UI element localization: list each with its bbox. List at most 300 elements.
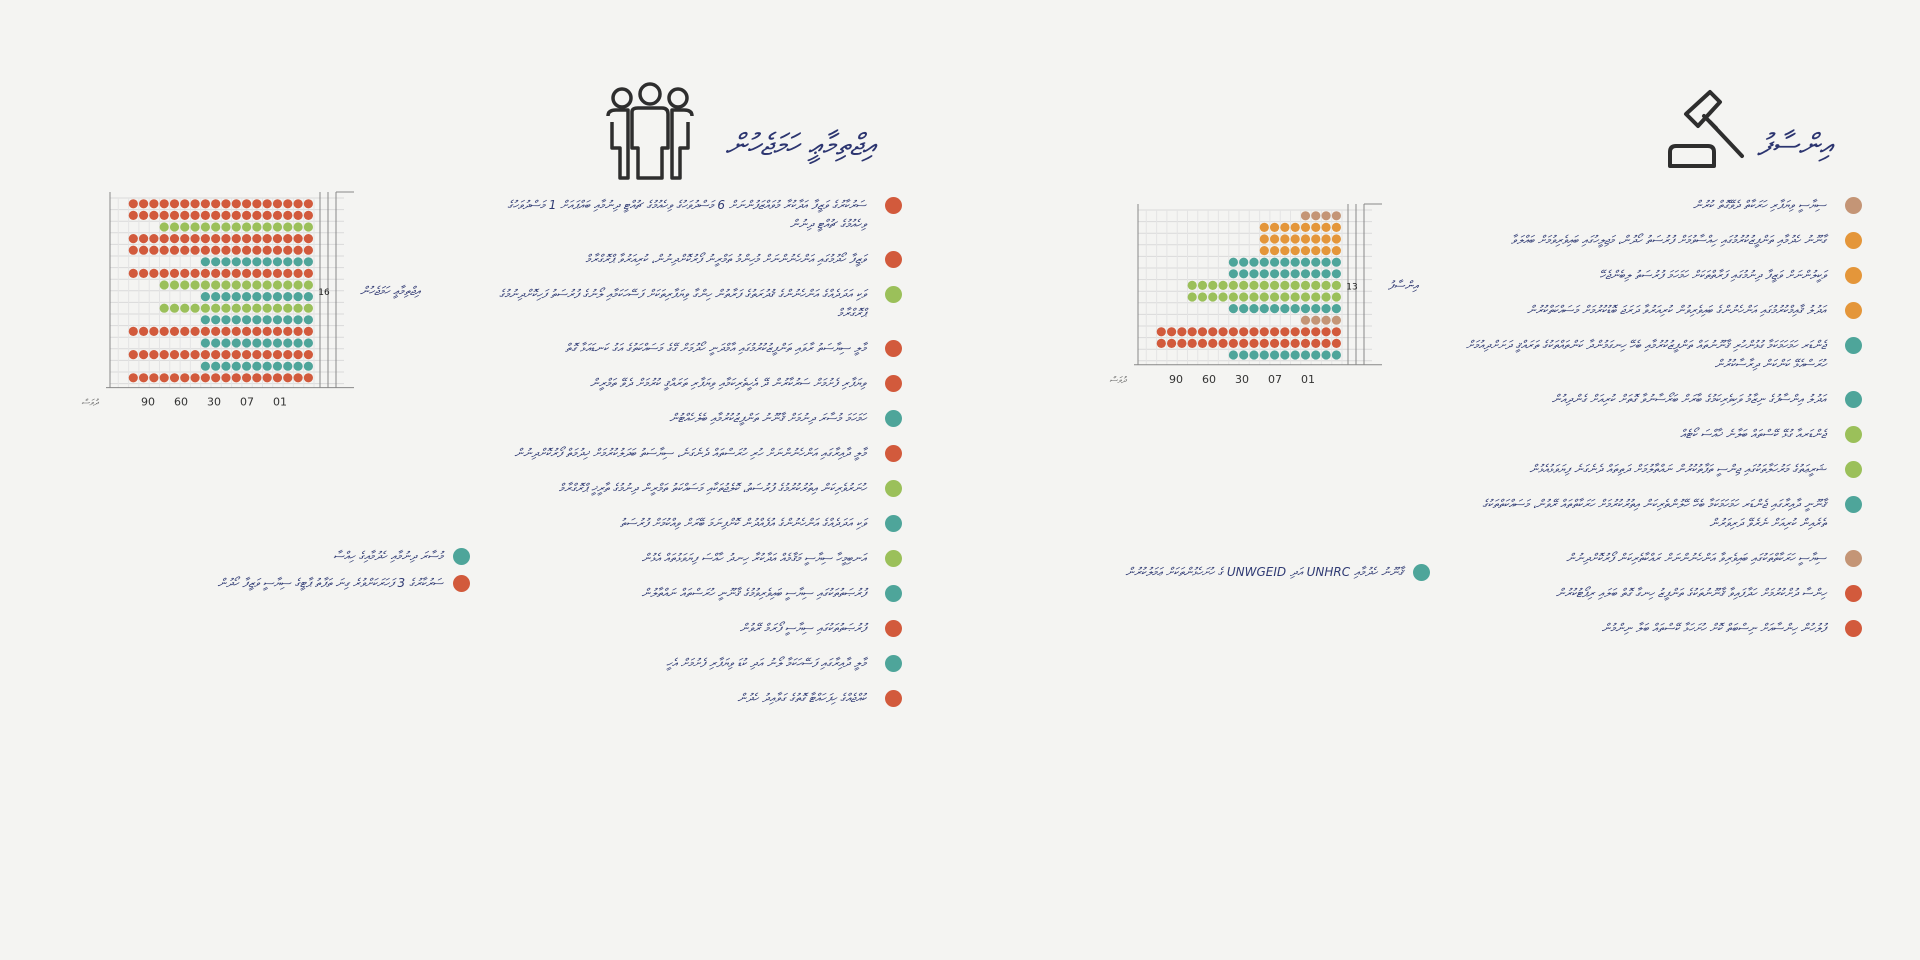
chart-dot (1280, 304, 1289, 313)
chart-dot (1270, 304, 1279, 313)
chart-dot (304, 269, 313, 278)
chart-dot (242, 327, 251, 336)
chart-dot (273, 222, 282, 231)
legend-dot-icon (453, 548, 470, 565)
chart-dot (283, 304, 292, 313)
chart-dot (1239, 304, 1248, 313)
chart-dot (263, 315, 272, 324)
chart-dot (294, 338, 303, 347)
chart-dot (1270, 281, 1279, 290)
chart-dot (242, 234, 251, 243)
list-item (1452, 301, 1862, 320)
chart-dot (1280, 339, 1289, 348)
chart-dot (221, 304, 230, 313)
chart-dot (1219, 292, 1228, 301)
chart-dot (180, 373, 189, 382)
chart-dot (294, 269, 303, 278)
chart-dot (1239, 327, 1248, 336)
gavel-icon (1664, 86, 1754, 170)
chart-dot (1301, 339, 1310, 348)
x-axis-label: ދުވަސް (1109, 375, 1126, 386)
chart-dot (1322, 234, 1331, 243)
chart-dot (211, 327, 220, 336)
chart-dot (1239, 269, 1248, 278)
chart-dot (180, 199, 189, 208)
chart-dot (1239, 258, 1248, 267)
chart-dot (273, 304, 282, 313)
chart-dot (211, 246, 220, 255)
chart-dot (304, 257, 313, 266)
list-item-text: ޝަރީޢަތުގެ މަރުހަލާތަކުގައި ޖިންސީ ތަފާތުކުރުން ނައްތާލުމަށް ދަތިތައް ދެނެގަނެ ފިޔަވަޅުއެޅުން (1529, 462, 1826, 476)
chart-side-label: އިޖްތިމާޢީ ހަމަޖެހުން (360, 283, 420, 298)
chart-dot (160, 327, 169, 336)
chart-dot (1280, 292, 1289, 301)
chart-dot (211, 338, 220, 347)
chart-dot (1311, 269, 1320, 278)
chart-dot (1322, 292, 1331, 301)
list-item (482, 409, 902, 428)
list-item (482, 339, 902, 358)
chart-dot (1260, 292, 1269, 301)
bullet-dot-icon (1845, 496, 1862, 513)
chart-dot (1332, 211, 1341, 220)
chart-dot (263, 292, 272, 301)
chart-dot (263, 338, 272, 347)
x-tick-label: 90 (1169, 372, 1183, 386)
list-item-text: ފުރުޞަތުތަކުގައި ސިޔާސީ ބައިވެރިވުމުގެ ޤާނޫނީ ހުރަސްތައް ނައްތާލުން (641, 586, 866, 600)
legend-dot-icon (1413, 564, 1430, 581)
chart-dot (129, 269, 138, 278)
chart-dot (170, 269, 179, 278)
chart-dot (1280, 281, 1289, 290)
chart-dot (1280, 234, 1289, 243)
list-item-text: ކުއްޖެއްގެ ހިފަހައްޓާ ގޮތުގެ ގަވާއިދު ހެދުން (737, 691, 866, 705)
chart-dot (129, 211, 138, 220)
chart-dot (1280, 269, 1289, 278)
bullet-dot-icon (885, 655, 902, 672)
chart-dot (180, 280, 189, 289)
chart-dot (1280, 223, 1289, 232)
chart-dot (252, 304, 261, 313)
chart-dot (283, 269, 292, 278)
legend-text: ސަރުކާރުގެ 3 ފަހަރަކަށްވުރެ ގިނަ ތަފާތު ޕާޓީގެ ސިޔާސީ ވަޒީފާ ހޯދުން (217, 576, 443, 590)
list-item (1452, 336, 1862, 374)
chart-dot (180, 350, 189, 359)
chart-dot (1311, 292, 1320, 301)
chart-dot (129, 350, 138, 359)
chart-total-label: 16 (318, 287, 330, 298)
chart-dot (304, 362, 313, 371)
bullet-dot-icon (885, 340, 902, 357)
social-title: އިޖްތިމާޢީ ހަމަޖެހުން (725, 128, 875, 163)
chart-dot (221, 222, 230, 231)
list-item (1452, 196, 1862, 215)
chart-dot (294, 199, 303, 208)
chart-dot (1229, 339, 1238, 348)
x-axis-label: ދުވަސް (81, 398, 98, 409)
chart-dot (294, 246, 303, 255)
x-tick-label: 01 (1301, 372, 1315, 386)
chart-dot (232, 338, 241, 347)
chart-dot (221, 327, 230, 336)
x-tick-label: 60 (1202, 372, 1216, 386)
bullet-dot-icon (1845, 267, 1862, 284)
chart-dot (160, 211, 169, 220)
chart-dot (170, 234, 179, 243)
chart-dot (273, 362, 282, 371)
chart-dot (273, 327, 282, 336)
x-tick-label: 07 (1268, 372, 1282, 386)
justice-dot-chart (1100, 204, 1420, 384)
chart-dot (232, 280, 241, 289)
chart-dot (1270, 258, 1279, 267)
chart-dot (170, 280, 179, 289)
chart-dot (191, 246, 200, 255)
chart-dot (263, 199, 272, 208)
list-item (1452, 425, 1862, 444)
chart-dot (221, 315, 230, 324)
chart-dot (232, 304, 241, 313)
chart-dot (1322, 327, 1331, 336)
chart-dot (201, 257, 210, 266)
bullet-dot-icon (885, 286, 902, 303)
justice-legend (980, 564, 1430, 591)
chart-dot (1291, 258, 1300, 267)
chart-dot (1332, 304, 1341, 313)
chart-dot (1322, 269, 1331, 278)
chart-dot (149, 246, 158, 255)
chart-dot (294, 362, 303, 371)
chart-dot (221, 269, 230, 278)
list-item (482, 584, 902, 603)
chart-dot (252, 257, 261, 266)
chart-dot (294, 234, 303, 243)
chart-dot (304, 373, 313, 382)
chart-dot (180, 269, 189, 278)
list-item (1452, 619, 1862, 638)
chart-dot (221, 280, 230, 289)
chart-dot (242, 211, 251, 220)
chart-dot (129, 327, 138, 336)
chart-dot (283, 246, 292, 255)
chart-dot (221, 362, 230, 371)
bullet-dot-icon (1845, 550, 1862, 567)
chart-dot (221, 338, 230, 347)
chart-dot (263, 280, 272, 289)
chart-dot (1301, 350, 1310, 359)
list-item-text: މާލީ ދާއިރާގައި އަންހެނުންނަށް ހުރި ހުރަސްތައް ދެނެގަނެ، ސިޔާސަތު ބަދަލުކުރުމަށް ޚިދުމަތް ފޯރުކޮށްދިނުން (514, 446, 866, 460)
chart-dot (232, 234, 241, 243)
chart-dot (283, 327, 292, 336)
chart-dot (211, 222, 220, 231)
chart-dot (201, 327, 210, 336)
chart-dot (180, 246, 189, 255)
chart-dot (201, 222, 210, 231)
chart-dot (191, 304, 200, 313)
chart-dot (149, 199, 158, 208)
chart-dot (263, 327, 272, 336)
chart-dot (1301, 327, 1310, 336)
chart-dot (1260, 350, 1269, 359)
chart-dot (170, 222, 179, 231)
chart-dot (232, 373, 241, 382)
list-item-text: ވިޔަފާރި ފެށުމަށް ސަރުކާރުން ދޭ އެހީތެރިކަމާއި ވިޔަފާރި ތަރައްޤީ ކުރުމަށް ދެވޭ ތަމްރީން (590, 376, 866, 390)
chart-dot (1301, 292, 1310, 301)
chart-dot (304, 327, 313, 336)
chart-dot (263, 257, 272, 266)
chart-dot (294, 315, 303, 324)
chart-dot (149, 350, 158, 359)
chart-dot (1301, 234, 1310, 243)
chart-dot (1270, 269, 1279, 278)
chart-dot (221, 292, 230, 301)
chart-dot (252, 373, 261, 382)
chart-dot (191, 234, 200, 243)
chart-dot (273, 373, 282, 382)
chart-dot (232, 211, 241, 220)
chart-dot (273, 350, 282, 359)
chart-dot (242, 362, 251, 371)
chart-dot (263, 234, 272, 243)
chart-dot (263, 246, 272, 255)
chart-dot (1260, 246, 1269, 255)
list-item-text: މާލީ ދާއިރާގައި ފަސޭހަކަމާ ލޯނު އަދި ކުޑަ ވިޔަފާރި ފެށުމަށް އެހީ (666, 656, 866, 670)
chart-dot (1270, 327, 1279, 336)
chart-dot (252, 338, 261, 347)
chart-dot (1311, 234, 1320, 243)
list-item-text: ސިޔާސީ ހަރަކާތްތަކުގައި ބައިވެރިވާ އަންހެނުންނަށް ރައްކާތެރިކަން ފޯރުކޮށްދިނުން (1566, 551, 1826, 565)
chart-dot (170, 373, 179, 382)
bullet-dot-icon (1845, 461, 1862, 478)
list-item (482, 549, 902, 568)
chart-dot (252, 269, 261, 278)
bullet-dot-icon (1845, 585, 1862, 602)
chart-dot (283, 199, 292, 208)
chart-dot (221, 257, 230, 266)
chart-dot (1260, 223, 1269, 232)
list-item-text: ގާނޫނު ހެދުމާއި ތަންފީޒުކުރުމުގައި ހިއްސާވުމަށް ފުރުސަތު ހޯދުން، މަޖިލީހުގައި ބައިވެރިވުމަށް ބައްލަވާ (1510, 233, 1826, 247)
chart-dot (211, 373, 220, 382)
chart-dot (304, 211, 313, 220)
chart-dot (294, 257, 303, 266)
chart-dot (242, 199, 251, 208)
chart-dot (221, 199, 230, 208)
chart-dot (201, 350, 210, 359)
chart-dot (242, 338, 251, 347)
justice-title: އިންސާފު (1757, 128, 1832, 163)
chart-dot (180, 304, 189, 313)
chart-dot (1270, 292, 1279, 301)
list-item-text: ހުނަރުވެރިކަން އިތުރުކުރުމުގެ ފުރުސަތު، ކޮލެޖުތަކާއި މަސައްކަތު ތަމްރީން ދިނުމުގެ ތާރީޚީ ޕްރޮގްރާމް (558, 481, 866, 495)
bullet-dot-icon (1845, 232, 1862, 249)
chart-dot (294, 373, 303, 382)
chart-dot (304, 315, 313, 324)
chart-dot (242, 257, 251, 266)
chart-dot (1260, 234, 1269, 243)
chart-dot (191, 327, 200, 336)
bullet-dot-icon (885, 410, 902, 427)
chart-dot (139, 246, 148, 255)
chart-dot (294, 211, 303, 220)
chart-dot (1301, 258, 1310, 267)
chart-dot (263, 269, 272, 278)
list-item (482, 444, 902, 463)
chart-dot (252, 292, 261, 301)
x-tick-label: 01 (273, 395, 287, 409)
chart-dot (304, 350, 313, 359)
bullet-dot-icon (1845, 426, 1862, 443)
chart-dot (283, 362, 292, 371)
chart-dot (211, 280, 220, 289)
chart-dot (1322, 246, 1331, 255)
chart-dot (242, 350, 251, 359)
chart-dot (1260, 258, 1269, 267)
legend-item (980, 564, 1430, 581)
chart-dot (1291, 292, 1300, 301)
chart-dot (1260, 339, 1269, 348)
social-dot-chart (70, 190, 420, 409)
list-item (482, 654, 902, 673)
chart-total-label: 13 (1346, 282, 1358, 293)
chart-dot (211, 292, 220, 301)
chart-dot (1332, 281, 1341, 290)
bullet-dot-icon (1845, 302, 1862, 319)
chart-dot (1270, 350, 1279, 359)
list-item (482, 479, 902, 498)
chart-dot (304, 280, 313, 289)
bullet-dot-icon (885, 690, 902, 707)
chart-dot (1332, 316, 1341, 325)
chart-dot (1311, 350, 1320, 359)
chart-dot (1260, 281, 1269, 290)
chart-dot (1270, 246, 1279, 255)
bullet-dot-icon (885, 585, 902, 602)
chart-dot (283, 257, 292, 266)
chart-dot (232, 350, 241, 359)
chart-dot (1208, 281, 1217, 290)
list-item-text: ޖެންޑަރއާ ގުޅޭ ކޭސްތައް ބަލާނެ ޚާއްސަ ކޯޓެއް (1680, 427, 1826, 441)
chart-dot (1291, 339, 1300, 348)
chart-dot (139, 199, 148, 208)
chart-dot (1188, 339, 1197, 348)
chart-dot (1249, 292, 1258, 301)
social-item-list (482, 196, 902, 724)
chart-dot (1157, 339, 1166, 348)
legend-item (40, 548, 470, 565)
chart-dot (252, 362, 261, 371)
chart-dot (1301, 223, 1310, 232)
chart-dot (1260, 269, 1269, 278)
chart-dot (1332, 258, 1341, 267)
chart-dot (191, 350, 200, 359)
chart-dot (1301, 269, 1310, 278)
chart-dot (1219, 339, 1228, 348)
chart-dot (180, 211, 189, 220)
chart-dot (1270, 234, 1279, 243)
chart-dot (252, 222, 261, 231)
chart-dot (294, 350, 303, 359)
chart-dot (232, 246, 241, 255)
chart-dot (294, 327, 303, 336)
list-item (482, 514, 902, 533)
chart-dot (191, 199, 200, 208)
chart-dot (263, 304, 272, 313)
chart-dot (180, 222, 189, 231)
chart-dot (304, 222, 313, 231)
chart-dot (191, 280, 200, 289)
list-item-text: ސަރުކާރުގެ ވަޒީފާ އަދާކުރާ މުވައްޒަފުންނަށް 6 މަސްދުވަހުގެ ވިހެއުމުގެ ޗުއްޓީ ދިނުމާއި ބައްޕައަށް 1 މަސްދުވަހުގެ ވިހެއުމުގެ ޗުއްޓީ ދިނުން (507, 198, 866, 231)
chart-dot (1291, 246, 1300, 255)
list-item-text: ފުރުޞަތުތަކުގައި ސިޔާސީ ފޯރަމް ރޭވުން (739, 621, 866, 635)
chart-dot (221, 211, 230, 220)
chart-dot (170, 246, 179, 255)
list-item (482, 619, 902, 638)
chart-dot (232, 199, 241, 208)
chart-dot (160, 269, 169, 278)
chart-dot (304, 292, 313, 301)
chart-dot (160, 234, 169, 243)
bullet-dot-icon (1845, 620, 1862, 637)
bullet-dot-icon (885, 375, 902, 392)
chart-dot (1229, 258, 1238, 267)
list-item-text: އަދުލު ޤާއިމްކުރުމުގައި އަންހެނުންގެ ބައިވެރިވުން ކުރިއަރުވާ ދަރަޖަ ބޮޑުކުރުމަށް މަސައްކަތްކުރުން (1526, 303, 1826, 317)
chart-dot (129, 246, 138, 255)
chart-dot (242, 222, 251, 231)
chart-dot (191, 373, 200, 382)
chart-dot (304, 234, 313, 243)
list-item (482, 374, 902, 393)
chart-dot (263, 222, 272, 231)
chart-dot (170, 350, 179, 359)
chart-dot (1332, 246, 1341, 255)
chart-dot (211, 257, 220, 266)
chart-dot (263, 373, 272, 382)
chart-dot (252, 350, 261, 359)
chart-dot (242, 315, 251, 324)
chart-dot (1332, 223, 1341, 232)
chart-dot (1239, 350, 1248, 359)
legend-text: ޤާނޫނު ހެދުމާއި UNHRC އަދި UNWGEID ގެ ހުށަހެޅުންތަކަށް ޢަމަލުކުރުން (1125, 565, 1403, 579)
x-tick-label: 60 (174, 395, 188, 409)
chart-dot (283, 350, 292, 359)
chart-dot (1291, 223, 1300, 232)
chart-dot (1301, 316, 1310, 325)
chart-dot (1311, 223, 1320, 232)
chart-dot (1208, 292, 1217, 301)
chart-dot (263, 362, 272, 371)
chart-dot (1270, 223, 1279, 232)
chart-dot (170, 304, 179, 313)
bullet-dot-icon (885, 251, 902, 268)
chart-dot (129, 199, 138, 208)
chart-dot (1249, 269, 1258, 278)
chart-dot (139, 234, 148, 243)
chart-dot (1229, 281, 1238, 290)
chart-dot (1239, 281, 1248, 290)
list-item-text: ހިންސާ ދުށްކުރުމަށް ހަދާފައިވާ ޤާނޫނުތަކުގެ ތަންފީޒު ހިނގާ ގޮތް ބަލައި ރިޕޯޓުކުރުން (1555, 586, 1826, 600)
chart-dot (211, 234, 220, 243)
chart-dot (149, 234, 158, 243)
chart-dot (180, 234, 189, 243)
chart-dot (149, 211, 158, 220)
bullet-dot-icon (1845, 197, 1862, 214)
chart-dot (1188, 292, 1197, 301)
chart-dot (283, 280, 292, 289)
chart-dot (1280, 327, 1289, 336)
chart-dot (1291, 269, 1300, 278)
chart-dot (201, 373, 210, 382)
chart-dot (1219, 327, 1228, 336)
